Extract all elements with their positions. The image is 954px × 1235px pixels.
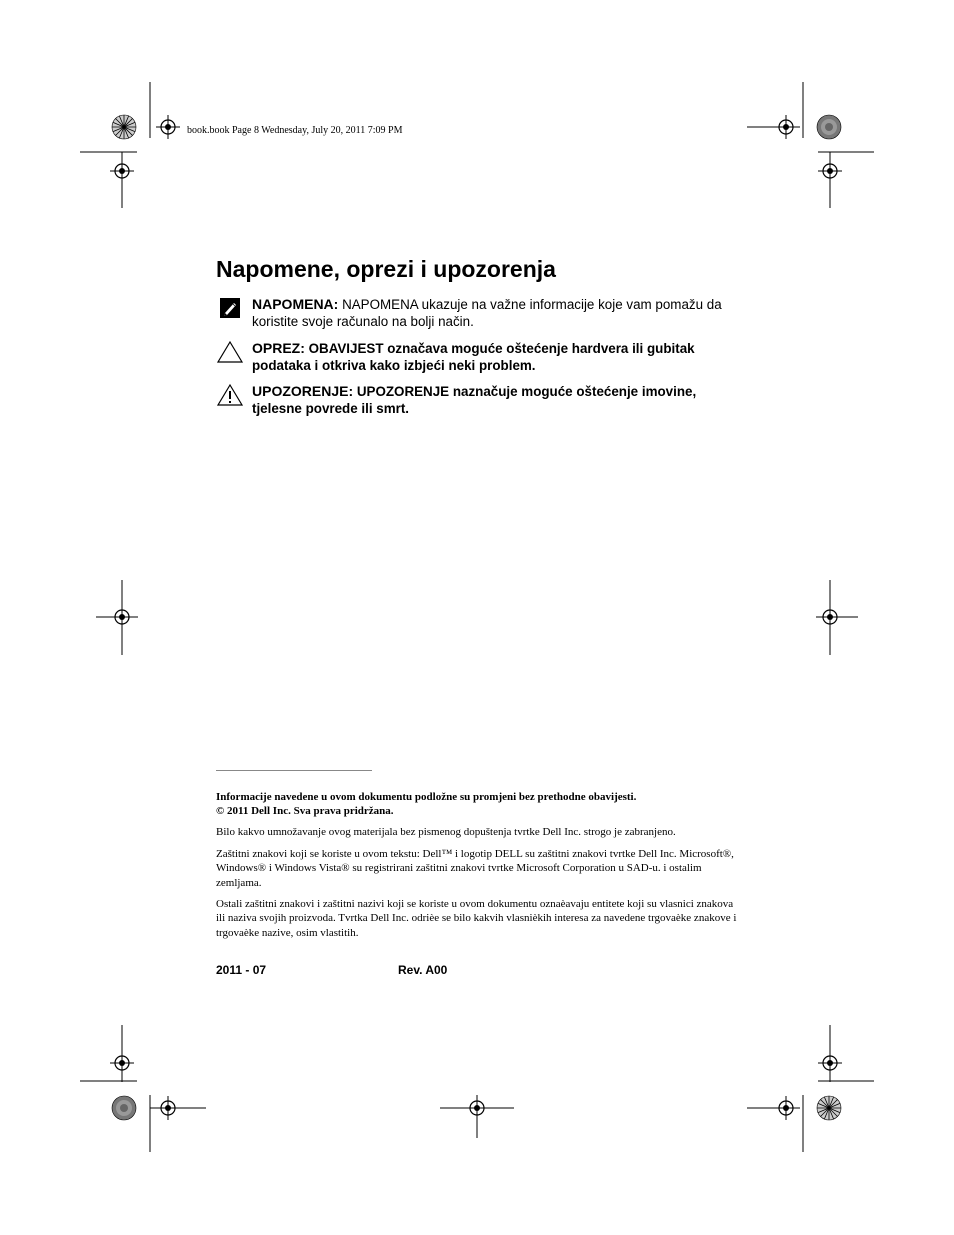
caution-body: OBAVIJEST označava moguće oštećenje hardvera ili gubitak podataka i otkriva kako izbjeći neki problem. <box>252 341 695 373</box>
pencil-note-icon <box>216 296 244 322</box>
print-header: book.book Page 8 Wednesday, July 20, 2011 7:09 PM <box>187 125 403 136</box>
legal-line-1: Informacije navedene u ovom dokumentu podložne su promjeni bez prethodne obavijesti. <box>216 791 637 803</box>
trademark-text: Zaštitni znakovi koji se koriste u ovom tekstu: Dell™ i logotip DELL su zaštitni znakovi tvrtke Dell Inc. Microsoft®, Windows® i Windows Vista® su registrirani zaštitni znakovi tvrtke Microsoft Corporation u SAD-u. i ostalim zemljama. <box>216 848 734 889</box>
copyright-line: © 2011 Dell Inc. Sva prava pridržana. <box>216 805 394 818</box>
caution-notice <box>216 340 746 376</box>
note-text <box>252 296 746 330</box>
footer-revision: Rev. A00 <box>398 963 448 977</box>
caution-text <box>252 340 746 374</box>
note-label: NAPOMENA: <box>252 296 339 312</box>
other-trademarks-notice <box>216 897 740 940</box>
reproduction-notice <box>216 825 740 839</box>
caution-triangle-icon <box>216 340 244 366</box>
footnote-rule <box>216 770 372 771</box>
page-title: Napomene, oprezi i upozorenja <box>216 256 556 282</box>
caution-label: OPREZ: <box>252 340 305 356</box>
trademark-notice <box>216 847 740 890</box>
reproduction-text: Bilo kakvo umnožavanje ovog materijala bez pismenog dopuštenja tvrtke Dell Inc. strogo je zabranjeno. <box>216 826 676 838</box>
warning-text <box>252 383 746 417</box>
warning-notice <box>216 383 746 419</box>
note-body: NAPOMENA ukazuje na važne informacije koje vam pomažu da koristite svoje računalo na bolji način. <box>252 297 722 329</box>
other-trademarks-text: Ostali zaštitni znakovi i zaštitni nazivi koji se koriste u ovom dokumentu oznaèavaju entitete koji su vlasnici znakova ili naziva svojih proizvoda. Tvrtka Dell Inc. odrièe se bilo kakvih vlasnièkih interesa za navedene trgovaèke znakove i trgovaèke nazive, osim vlastitih. <box>216 898 737 939</box>
note-notice <box>216 296 746 332</box>
warning-label: UPOZORENJE: <box>252 383 354 399</box>
footer-date: 2011 - 07 <box>216 963 267 977</box>
legal-notice <box>216 790 740 819</box>
warning-triangle-icon <box>216 383 244 409</box>
warning-body: UPOZORENJE naznačuje moguće oštećenje imovine, tjelesne povrede ili smrt. <box>252 384 697 416</box>
